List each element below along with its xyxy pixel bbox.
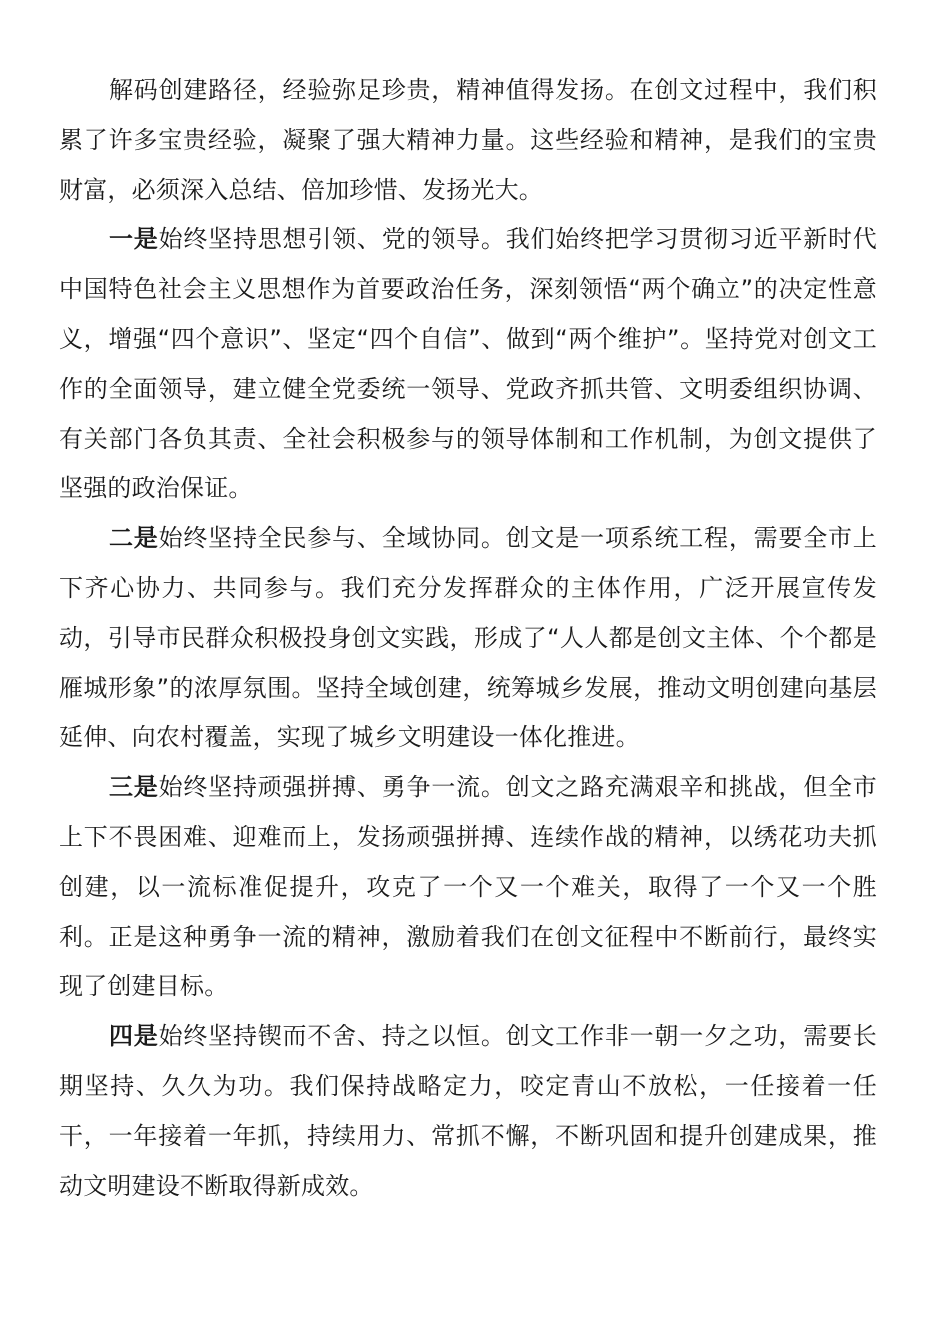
point-paragraph-4 <box>59 1012 877 1211</box>
point-text-4: 始终坚持锲而不舍、持之以恒。创文工作非一朝一夕之功，需要长期坚持、久久为功。我们保持战略定力，咬定青山不放松，一任接着一任干，一年接着一年抓，持续用力、常抓不懈，不断巩固和提升创建成果，推动文明建设不断取得新成效。 <box>59 1022 877 1200</box>
point-lead-4: 四是 <box>109 1022 159 1051</box>
point-lead-2: 二是 <box>109 524 159 553</box>
point-lead-1: 一是 <box>109 225 159 254</box>
point-lead-3: 三是 <box>109 773 159 802</box>
point-paragraph-2 <box>59 514 877 763</box>
intro-text: 解码创建路径，经验弥足珍贵，精神值得发扬。在创文过程中，我们积累了许多宝贵经验，凝聚了强大精神力量。这些经验和精神，是我们的宝贵财富，必须深入总结、倍加珍惜、发扬光大。 <box>59 76 877 204</box>
document-body <box>59 66 877 1211</box>
point-text-3: 始终坚持顽强拼搏、勇争一流。创文之路充满艰辛和挑战，但全市上下不畏困难、迎难而上，发扬顽强拼搏、连续作战的精神，以绣花功夫抓创建，以一流标准促提升，攻克了一个又一个难关，取得了一个又一个胜利。正是这种勇争一流的精神，激励着我们在创文征程中不断前行，最终实现了创建目标。 <box>59 773 877 1001</box>
point-text-2: 始终坚持全民参与、全域协同。创文是一项系统工程，需要全市上下齐心协力、共同参与。我们充分发挥群众的主体作用，广泛开展宣传发动，引导市民群众积极投身创文实践，形成了“人人都是创文主体、个个都是雁城形象”的浓厚氛围。坚持全域创建，统筹城乡发展，推动文明创建向基层延伸、向农村覆盖，实现了城乡文明建设一体化推进。 <box>59 524 877 752</box>
point-text-1: 始终坚持思想引领、党的领导。我们始终把学习贯彻习近平新时代中国特色社会主义思想作为首要政治任务，深刻领悟“两个确立”的决定性意义，增强“四个意识”、坚定“四个自信”、做到“两个维护”。坚持党对创文工作的全面领导，建立健全党委统一领导、党政齐抓共管、文明委组织协调、有关部门各负其责、全社会积极参与的领导体制和工作机制，为创文提供了坚强的政治保证。 <box>59 225 877 503</box>
intro-paragraph <box>59 66 877 215</box>
point-paragraph-3 <box>59 763 877 1012</box>
point-paragraph-1 <box>59 215 877 514</box>
